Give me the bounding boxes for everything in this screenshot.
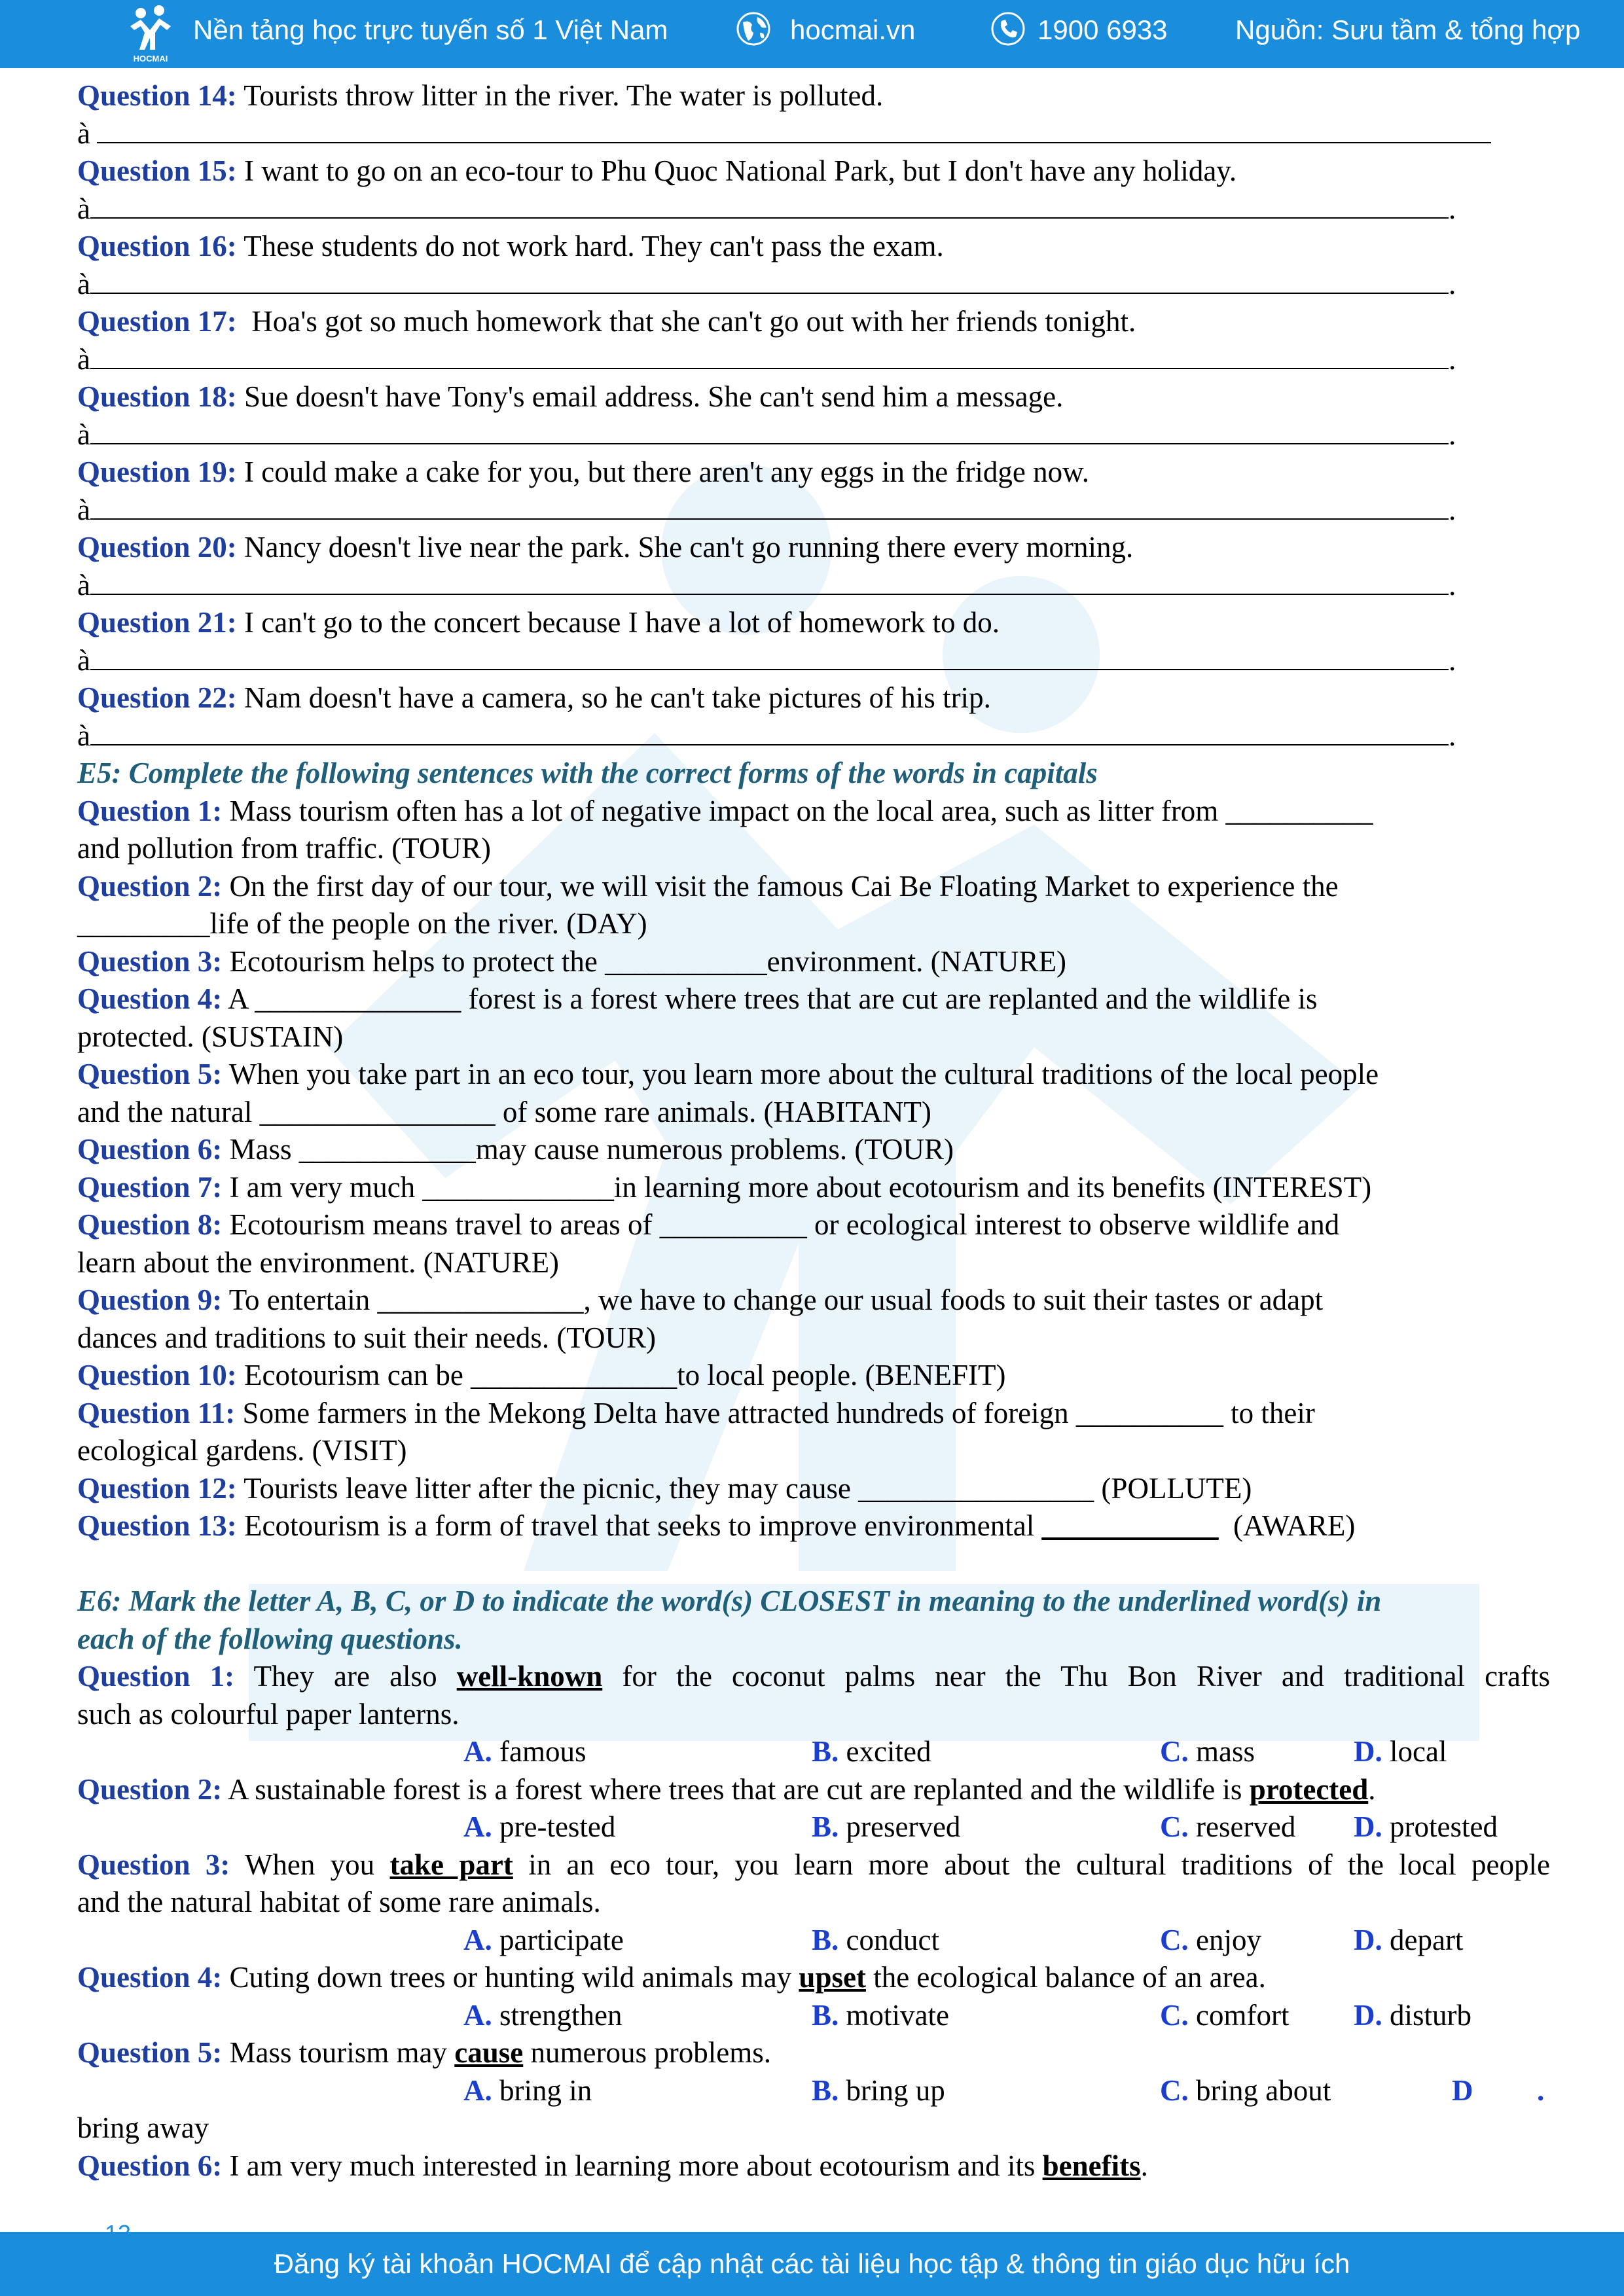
option-text: bring away bbox=[77, 2111, 209, 2144]
answer-line[interactable]: à . bbox=[77, 267, 1456, 300]
answer-line[interactable]: à . bbox=[77, 493, 1456, 526]
option-b[interactable]: B. motivate bbox=[812, 1998, 949, 2032]
question-text: Ecotourism helps to protect the ___________environment. (NATURE) bbox=[222, 944, 1067, 978]
question-text: I could make a cake for you, but there aren't any eggs in the fridge now. bbox=[236, 456, 1089, 488]
question-line bbox=[77, 604, 1550, 642]
question-text: Tourists leave litter after the picnic, they may cause ________________ (POLLUTE) bbox=[236, 1471, 1252, 1505]
question-text: and the natural ________________ of some rare animals. (HABITANT) bbox=[77, 1095, 931, 1128]
question-line bbox=[77, 868, 1550, 906]
question-text: and the natural habitat of some rare animals. bbox=[77, 1886, 601, 1918]
question-line bbox=[77, 378, 1550, 416]
question-text: . bbox=[1368, 1772, 1376, 1806]
question-text: learn about the environment. (NATURE) bbox=[77, 1246, 560, 1279]
option-a[interactable]: A. participate bbox=[463, 1923, 624, 1956]
section-title-e6: E6: Mark the letter A, B, C, or D to indicate the word(s) CLOSEST in meaning to the underlined word(s) in bbox=[77, 1585, 1382, 1617]
question-text: Sue doesn't have Tony's email address. She can't send him a message. bbox=[236, 380, 1064, 413]
answer-line[interactable]: à . bbox=[77, 568, 1456, 601]
question-text: ecological gardens. (VISIT) bbox=[77, 1434, 407, 1467]
arrow-icon: à bbox=[77, 568, 90, 601]
section-title-e5: E5: Complete the following sentences with the correct forms of the words in capitals bbox=[77, 757, 1098, 789]
question-label: Question 8: bbox=[77, 1208, 223, 1241]
question-line bbox=[77, 1432, 1550, 1470]
question-label: Question 12: bbox=[77, 1471, 237, 1505]
phone-icon bbox=[990, 10, 1026, 47]
question-label: Question 17: bbox=[77, 305, 237, 338]
question-label: Question 19: bbox=[77, 456, 237, 488]
question-text: Mass ____________may cause numerous problems. (TOUR) bbox=[222, 1133, 954, 1166]
hocmai-logo bbox=[121, 4, 180, 64]
option-a[interactable]: A. pre-tested bbox=[463, 1810, 616, 1843]
question-text: Cuting down trees or hunting wild animals may bbox=[222, 1961, 799, 1994]
question-line bbox=[77, 1884, 1550, 1922]
question-text: in an eco tour, you learn more about the cultural traditions of the local people bbox=[513, 1848, 1550, 1881]
option-d-wrap[interactable] bbox=[77, 2109, 1550, 2147]
question-line bbox=[77, 679, 1550, 717]
question-label: Question 6: bbox=[77, 2149, 223, 2182]
arrow-icon: à bbox=[77, 493, 90, 526]
question-line bbox=[77, 905, 1550, 943]
question-text: On the first day of our tour, we will visit the famous Cai Be Floating Market to experience the bbox=[222, 869, 1339, 903]
question-text: To entertain ______________, we have to change our usual foods to suit their tastes or adapt bbox=[222, 1283, 1324, 1316]
question-label: Question 13: bbox=[77, 1509, 237, 1542]
option-d[interactable]: D. depart bbox=[1354, 1923, 1464, 1956]
question-label: Question 2: bbox=[77, 869, 223, 903]
option-b[interactable]: B. bring up bbox=[812, 2073, 945, 2107]
question-text: the ecological balance of an area. bbox=[865, 1961, 1266, 1994]
question-text: Nancy doesn't live near the park. She can't go running there every morning. bbox=[236, 531, 1134, 564]
options-row bbox=[77, 1922, 1550, 1960]
question-text: . bbox=[1140, 2149, 1148, 2182]
question-label: Question 1: bbox=[77, 1660, 235, 1693]
question-line bbox=[77, 1319, 1550, 1357]
question-text: dances and traditions to suit their needs. (TOUR) bbox=[77, 1321, 656, 1354]
question-line bbox=[77, 1282, 1550, 1319]
header-bar bbox=[0, 0, 1624, 68]
question-text: _________life of the people on the river. (DAY) bbox=[77, 907, 647, 940]
option-b[interactable]: B. preserved bbox=[812, 1810, 961, 1843]
header-slogan: Nền tảng học trực tuyến số 1 Việt Nam bbox=[193, 14, 668, 45]
option-a[interactable]: A. famous bbox=[463, 1735, 586, 1768]
question-label: Question 10: bbox=[77, 1359, 237, 1391]
underlined-word: protected bbox=[1249, 1772, 1369, 1806]
question-line bbox=[77, 1658, 1550, 1696]
option-d[interactable]: D. protested bbox=[1354, 1810, 1498, 1843]
question-line bbox=[77, 1169, 1550, 1207]
underlined-word: upset bbox=[799, 1961, 866, 1994]
question-label: Question 15: bbox=[77, 154, 237, 187]
question-text: I am very much _____________in learning more about ecotourism and its benefits (INTEREST) bbox=[222, 1170, 1372, 1204]
header-phone[interactable]: 1900 6933 bbox=[1038, 14, 1168, 45]
question-text: These students do not work hard. They can't pass the exam. bbox=[236, 230, 944, 262]
question-text: They are also bbox=[234, 1660, 457, 1693]
question-line bbox=[77, 1094, 1550, 1132]
answer-line[interactable]: à . bbox=[77, 342, 1456, 376]
question-text: When you bbox=[230, 1848, 390, 1881]
question-label: Question 6: bbox=[77, 1133, 223, 1166]
options-row bbox=[77, 1808, 1550, 1846]
question-text: Nam doesn't have a camera, so he can't take pictures of his trip. bbox=[236, 681, 991, 714]
question-label: Question 9: bbox=[77, 1283, 223, 1316]
question-text: Ecotourism means travel to areas of __________ or ecological interest to observe wildlife and bbox=[222, 1208, 1340, 1241]
question-label: Question 20: bbox=[77, 531, 237, 564]
question-text: such as colourful paper lanterns. bbox=[77, 1697, 460, 1731]
option-b[interactable]: B. excited bbox=[812, 1735, 931, 1768]
question-line bbox=[77, 1507, 1550, 1545]
question-text: protected. (SUSTAIN) bbox=[77, 1020, 344, 1053]
question-label: Question 5: bbox=[77, 2036, 223, 2069]
question-text: Hoa's got so much homework that she can't go out with her friends tonight. bbox=[236, 305, 1136, 338]
question-label: Question 3: bbox=[77, 944, 223, 978]
question-label: Question 18: bbox=[77, 380, 237, 413]
question-text: A ______________ forest is a forest where trees that are cut are replanted and the wildlife is bbox=[222, 982, 1318, 1015]
question-line bbox=[77, 1771, 1550, 1809]
option-c[interactable]: C. enjoy bbox=[1160, 1923, 1261, 1956]
question-text: I can't go to the concert because I have a lot of homework to do. bbox=[236, 606, 1000, 639]
question-line bbox=[77, 943, 1550, 981]
question-label: Question 1: bbox=[77, 794, 223, 827]
question-label: Question 2: bbox=[77, 1772, 223, 1806]
question-text: Some farmers in the Mekong Delta have attracted hundreds of foreign __________ to their bbox=[235, 1396, 1315, 1429]
question-line bbox=[77, 1357, 1550, 1395]
question-text: numerous problems. bbox=[523, 2036, 771, 2069]
question-text: Ecotourism is a form of travel that seeks to improve environmental bbox=[236, 1509, 1042, 1542]
question-text: I am very much interested in learning more about ecotourism and its bbox=[222, 2149, 1043, 2182]
option-c[interactable]: C. bring about bbox=[1160, 2073, 1331, 2107]
options-row bbox=[77, 1733, 1550, 1771]
option-d[interactable]: D. local bbox=[1354, 1735, 1447, 1768]
worksheet-body bbox=[77, 77, 1550, 2185]
options-row bbox=[77, 1997, 1550, 2035]
question-line bbox=[77, 77, 1550, 115]
globe-icon bbox=[735, 10, 772, 47]
underlined-word: benefits bbox=[1042, 2149, 1141, 2182]
option-b[interactable]: B. conduct bbox=[812, 1923, 939, 1956]
arrow-icon: à bbox=[77, 267, 90, 300]
option-d[interactable]: D. disturb bbox=[1354, 1998, 1472, 2032]
question-label: Question 5: bbox=[77, 1058, 223, 1090]
header-source: Nguồn: Sưu tầm & tổng hợp bbox=[1235, 14, 1581, 45]
question-line bbox=[77, 2034, 1550, 2072]
question-line bbox=[77, 1206, 1550, 1244]
question-line bbox=[77, 1696, 1550, 1734]
question-text: for the coconut palms near the Thu Bon River and traditional crafts bbox=[602, 1660, 1551, 1693]
question-label: Question 14: bbox=[77, 79, 237, 112]
answer-line[interactable]: à . bbox=[77, 192, 1456, 225]
question-line bbox=[77, 1056, 1550, 1094]
question-line bbox=[77, 793, 1550, 831]
question-label: Question 22: bbox=[77, 681, 237, 714]
arrow-icon: à bbox=[77, 418, 90, 451]
option-a[interactable]: A. bring in bbox=[463, 2073, 592, 2107]
answer-line[interactable]: à . bbox=[77, 643, 1456, 677]
option-c[interactable]: C. comfort bbox=[1160, 1998, 1290, 2032]
question-line bbox=[77, 529, 1550, 567]
question-line bbox=[77, 1244, 1550, 1282]
underlined-word: well-known bbox=[456, 1660, 603, 1693]
question-text: Mass tourism may bbox=[222, 2036, 455, 2069]
question-line bbox=[77, 1846, 1550, 1884]
option-a[interactable]: A. strengthen bbox=[463, 1998, 623, 2032]
option-d-dot: . bbox=[1537, 2073, 1545, 2107]
question-line bbox=[77, 1395, 1550, 1433]
question-text: and pollution from traffic. (TOUR) bbox=[77, 832, 491, 865]
arrow-icon: à bbox=[77, 719, 90, 752]
underlined-word: take part bbox=[389, 1848, 513, 1881]
question-text: Ecotourism can be ______________to local people. (BENEFIT) bbox=[236, 1359, 1006, 1391]
answer-line[interactable]: à . bbox=[77, 719, 1456, 752]
underlined-word: cause bbox=[454, 2036, 524, 2069]
arrow-icon: à bbox=[77, 192, 90, 225]
question-text: I want to go on an eco-tour to Phu Quoc National Park, but I don't have any holiday. bbox=[236, 154, 1237, 187]
question-line bbox=[77, 1959, 1550, 1997]
question-line bbox=[77, 2147, 1550, 2185]
header-website[interactable]: hocmai.vn bbox=[790, 14, 916, 45]
logo-text: HOCMAI bbox=[133, 54, 168, 63]
question-label: Question 7: bbox=[77, 1170, 223, 1204]
question-line bbox=[77, 1470, 1550, 1508]
question-text: When you take part in an eco tour, you learn more about the cultural traditions of the local people bbox=[222, 1058, 1379, 1090]
question-text: (AWARE) bbox=[1218, 1509, 1356, 1542]
question-line bbox=[77, 980, 1550, 1018]
section-title-e6-cont: each of the following questions. bbox=[77, 1622, 463, 1655]
question-line bbox=[77, 228, 1550, 266]
question-line bbox=[77, 1131, 1550, 1169]
question-label: Question 3: bbox=[77, 1848, 230, 1881]
footer-bar[interactable] bbox=[0, 2232, 1624, 2296]
question-line bbox=[77, 152, 1550, 190]
question-label: Question 4: bbox=[77, 982, 223, 1015]
arrow-icon: à bbox=[77, 117, 90, 150]
question-text: Mass tourism often has a lot of negative impact on the local area, such as litter from __________ bbox=[222, 794, 1373, 827]
answer-blank[interactable]: ____________ bbox=[1041, 1509, 1219, 1542]
question-label: Question 21: bbox=[77, 606, 237, 639]
question-text: Tourists throw litter in the river. The water is polluted. bbox=[236, 79, 884, 112]
option-c[interactable]: C. reserved bbox=[1160, 1810, 1296, 1843]
answer-line[interactable]: à . bbox=[77, 418, 1456, 451]
option-c[interactable]: C. mass bbox=[1160, 1735, 1255, 1768]
question-label: Question 4: bbox=[77, 1961, 223, 1994]
question-line bbox=[77, 1018, 1550, 1056]
answer-line[interactable] bbox=[77, 115, 1550, 153]
question-line bbox=[77, 830, 1550, 868]
question-label: Question 11: bbox=[77, 1396, 236, 1429]
question-line bbox=[77, 454, 1550, 492]
arrow-icon: à bbox=[77, 342, 90, 376]
question-label: Question 16: bbox=[77, 230, 237, 262]
arrow-icon: à bbox=[77, 643, 90, 677]
options-row bbox=[77, 2072, 1550, 2110]
question-text: A sustainable forest is a forest where trees that are cut are replanted and the wildlife is bbox=[222, 1772, 1250, 1806]
footer-text: Đăng ký tài khoản HOCMAI để cập nhật các tài liệu học tập & thông tin giáo dục hữu ích bbox=[274, 2248, 1350, 2279]
question-line bbox=[77, 303, 1550, 341]
option-d[interactable]: D bbox=[1452, 2073, 1473, 2107]
